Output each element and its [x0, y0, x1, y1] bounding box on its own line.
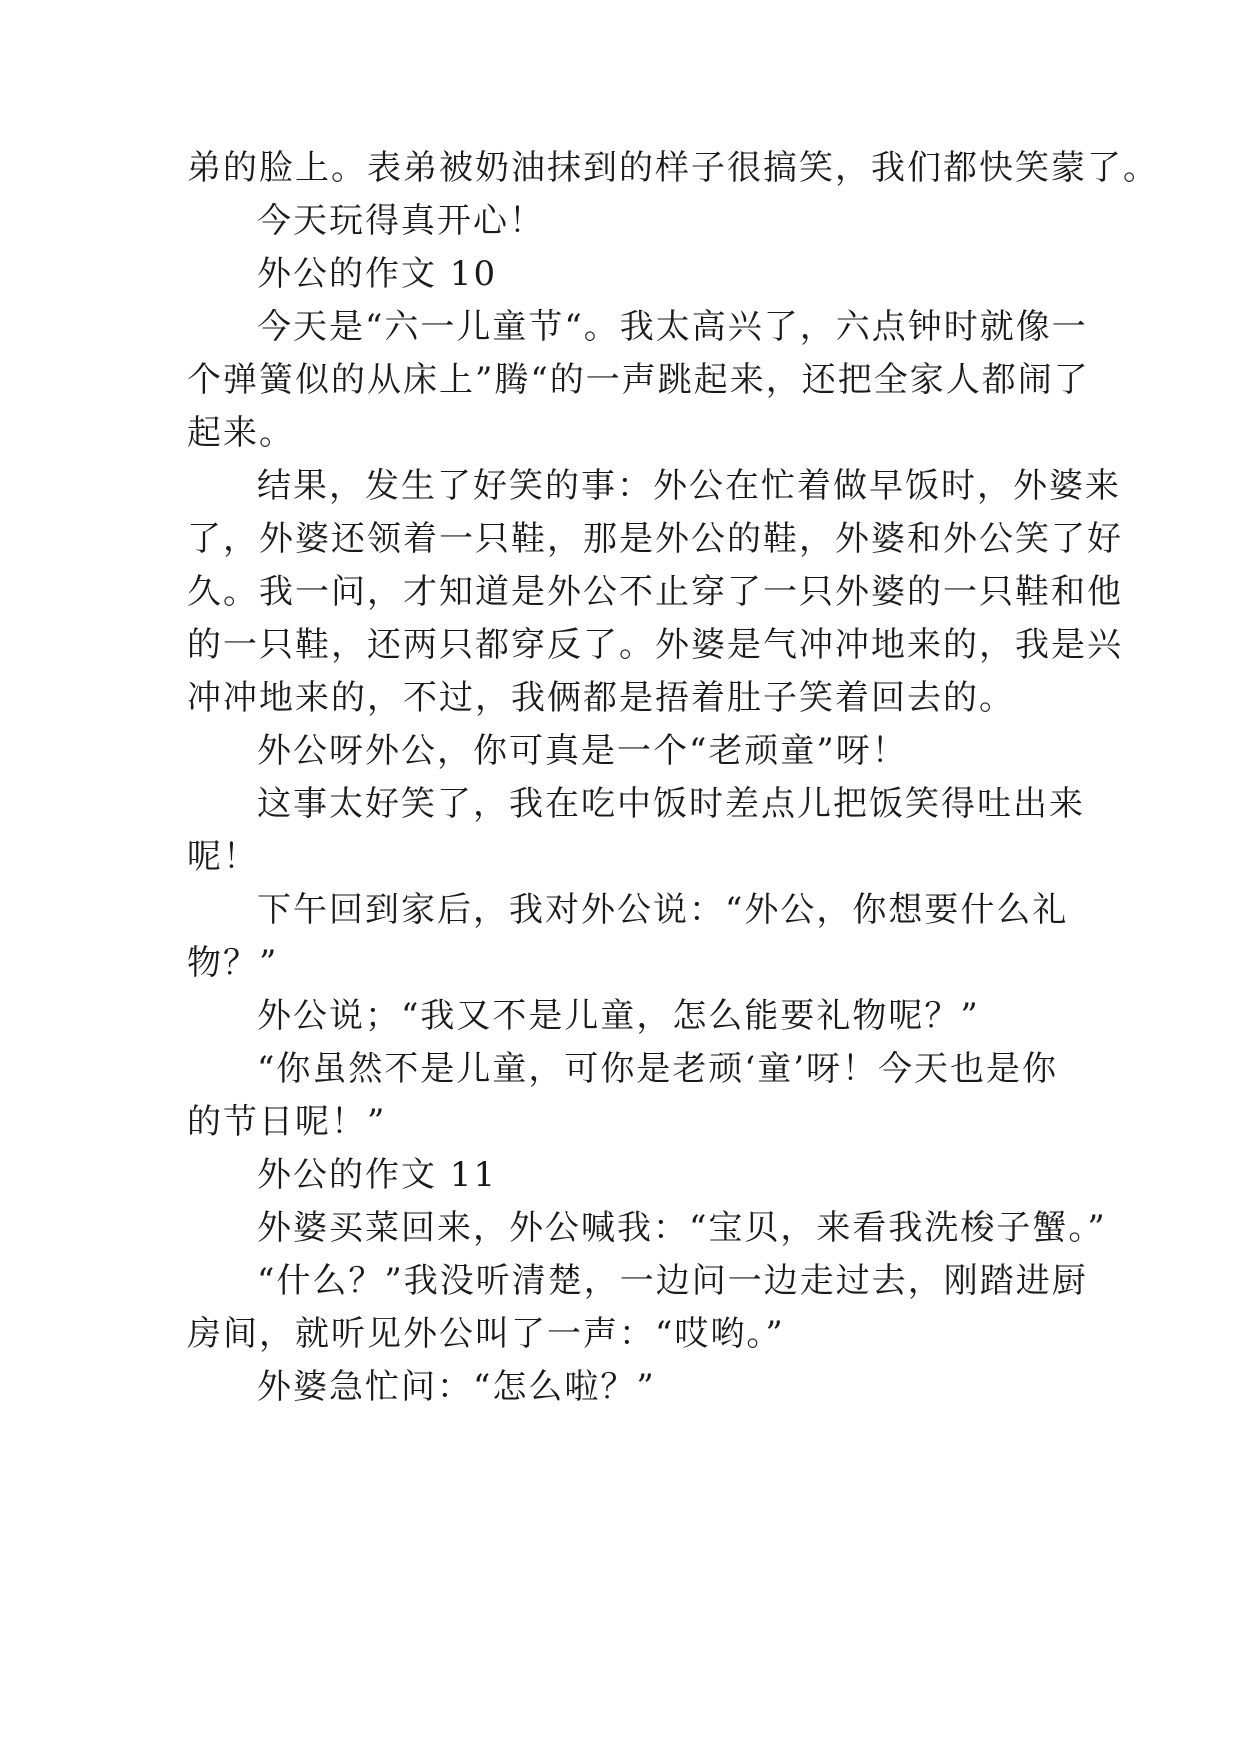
text-line: 呢！ — [187, 837, 259, 877]
text-line: 物？” — [187, 943, 279, 983]
text-line: 外公说；“我又不是儿童，怎么能要礼物呢？” — [257, 996, 980, 1036]
text-line: 冲冲地来的，不过，我俩都是捂着肚子笑着回去的。 — [187, 678, 1015, 718]
text-line: 外公呀外公，你可真是一个“老顽童”呀！ — [257, 731, 908, 771]
text-line: “什么？”我没听清楚，一边问一边走过去，刚踏进厨 — [257, 1261, 1088, 1301]
text-line: 了，外婆还领着一只鞋，那是外公的鞋，外婆和外公笑了好 — [187, 519, 1123, 559]
text-line: 的一只鞋，还两只都穿反了。外婆是气冲冲地来的，我是兴 — [187, 625, 1123, 665]
text-line: 久。我一问，才知道是外公不止穿了一只外婆的一只鞋和他 — [187, 572, 1123, 612]
text-line: 下午回到家后，我对外公说：“外公，你想要什么礼 — [257, 890, 1069, 930]
text-line: 个弹簧似的从床上”腾“的一声跳起来，还把全家人都闹了 — [187, 360, 1090, 400]
text-line: 外婆急忙问：“怎么啦？” — [257, 1367, 656, 1407]
text-line: 房间，就听见外公叫了一声：“哎哟。” — [187, 1314, 785, 1354]
section-heading: 外公的作文 11 — [257, 1155, 498, 1195]
text-line: 今天是“六一儿童节“。我太高兴了，六点钟时就像一 — [257, 307, 1088, 347]
text-line: 外婆买菜回来，外公喊我：“宝贝，来看我洗梭子蟹。” — [257, 1208, 1107, 1248]
section-heading: 外公的作文 10 — [257, 254, 498, 294]
text-line: 起来。 — [187, 413, 295, 453]
text-line: 今天玩得真开心！ — [257, 201, 545, 241]
text-line: “你虽然不是儿童，可你是老顽‘童’呀！今天也是你 — [257, 1049, 1058, 1089]
text-line: 这事太好笑了，我在吃中饭时差点儿把饭笑得吐出来 — [257, 784, 1085, 824]
text-line: 结果，发生了好笑的事：外公在忙着做早饭时，外婆来 — [257, 466, 1121, 506]
text-line: 的节日呢！” — [187, 1102, 387, 1142]
text-line: 弟的脸上。表弟被奶油抹到的样子很搞笑，我们都快笑蒙了。 — [187, 148, 1159, 188]
